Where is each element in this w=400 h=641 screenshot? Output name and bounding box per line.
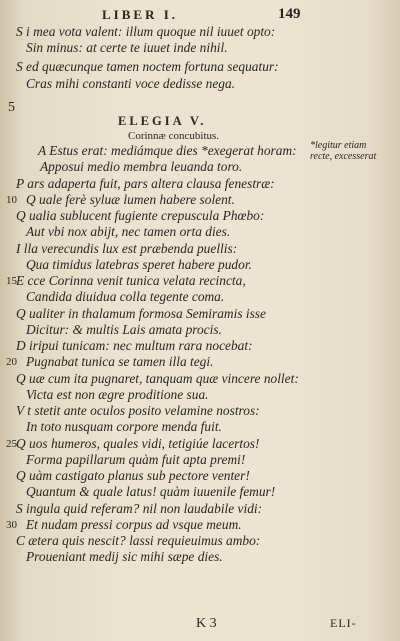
verse-line: E cce Corinna venit tunica velata recincta, (16, 273, 246, 288)
elegy-heading: ELEGIA V. (118, 114, 207, 128)
verse-line: S ed quæcunque tamen noctem fortuna sequatur: (16, 59, 279, 74)
verse-line: In toto nusquam corpore menda fuit. (26, 419, 222, 435)
verse-line: Q ualiter in thalamum formosa Semiramis isse (16, 305, 266, 321)
verse-line: S i mea vota valent: illum quoque nil iuuet opto: (16, 24, 276, 39)
margin-note-line: *legitur etiam (310, 140, 367, 151)
line-number: 10 (6, 193, 17, 206)
verse-line: Apposui medio membra leuanda toro. (40, 159, 243, 175)
verse-line: Et nudam pressi corpus ad vsque meum. (26, 516, 242, 532)
verse-line: Sin minus: at certe te iuuet inde nihil. (26, 40, 228, 55)
verse-line: Forma papillarum quàm fuit apta premi! (26, 451, 246, 467)
verse-line: Q uale ferè syluæ lumen habere solent. (26, 191, 235, 207)
verse-line: Q uàm castigato planus sub pectore venter! (16, 468, 250, 483)
verse-line: Qua timidus latebras speret habere pudor. (26, 256, 252, 272)
elegy-subtitle: Corinnæ concubitus. (128, 130, 220, 142)
verse-line: Q ualia sublucent fugiente crepuscula Phœbo: (16, 208, 265, 223)
signature-mark: K 3 (196, 616, 217, 631)
verse-line: Quantum & quale latus! quàm iuuenile femur! (26, 484, 276, 500)
section-marker: 5 (8, 100, 15, 115)
verse-line: Victa est non ægre proditione sua. (26, 386, 209, 402)
running-head (0, 6, 400, 24)
page-number: 149 (278, 6, 301, 22)
verse-line: Aut vbi nox abijt, nec tamen orta dies. (26, 224, 231, 240)
verse-line: Q uos humeros, quales vidi, tetigiúe lacertos! (16, 435, 260, 451)
catchword: ELI- (330, 616, 357, 630)
running-head-title: LIBER I. (102, 7, 179, 22)
verse-line: S ingula quid referam? nil non laudabile vidi: (16, 500, 263, 516)
verse-line: V t stetit ante oculos posito velamine nostros: (16, 403, 260, 418)
verse-line: D iripui tunicam: nec multum rara nocebat: (16, 338, 253, 353)
line-number: 15 (6, 275, 17, 287)
line-number: 20 (6, 356, 17, 369)
verse-line: Q uæ cum ita pugnaret, tanquam quæ vincere nollet: (16, 370, 299, 386)
margin-note-line: recte, excesserat (310, 151, 377, 162)
verse-line: C ætera quis nescit? lassi requieuimus ambo: (16, 533, 261, 548)
verse-line: P ars adaperta fuit, pars altera clausa fenestræ: (16, 175, 275, 191)
verse-line: Candida diuidua colla tegente coma. (26, 289, 225, 305)
verse-line: A Estus erat: mediámque dies *exegerat horam: (38, 143, 297, 158)
verse-line: I lla verecundis lux est præbenda puellis: (16, 240, 238, 256)
verse-line: Cras mihi constanti voce dedisse nega. (26, 76, 236, 91)
verse-line: Pugnabat tunica se tamen illa tegi. (26, 354, 214, 370)
verse-line: Dicitur: & multis Lais amata procis. (26, 321, 222, 337)
line-number: 30 (6, 518, 17, 531)
verse-line: Proueniant medij sic mihi sæpe dies. (26, 549, 223, 565)
line-number: 25 (6, 437, 17, 450)
